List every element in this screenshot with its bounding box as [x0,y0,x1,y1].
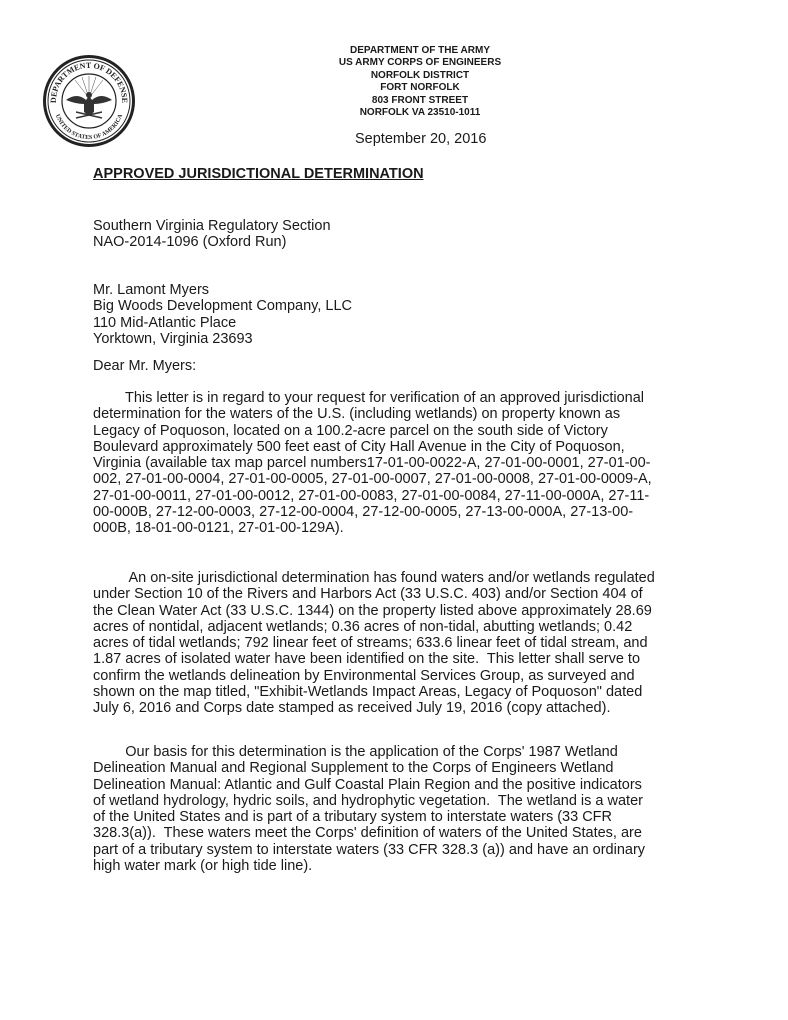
case-number: NAO-2014-1096 (Oxford Run) [93,234,287,251]
paragraph-line: shown on the map titled, "Exhibit-Wetlands Impact Areas, Legacy of Poquoson" dated [93,684,643,701]
paragraph-line: of the United States and is part of a tributary system to interstate waters (33 CFR [93,809,613,826]
letterhead-line: NORFOLK VA 23510-1011 [359,107,481,119]
paragraph-line: An on-site jurisdictional determination has found waters and/or wetlands regulated [93,570,655,586]
address-line: Yorktown, Virginia 23693 [93,330,253,347]
paragraph-line: This letter is in regard to your request for verification of an approved jurisdictional [93,390,644,406]
paragraph-line: 27-01-00-0011, 27-01-00-0012, 27-01-00-0083, 27-01-00-0084, 27-11-00-000A, 27-11- [93,487,650,504]
svg-text:DEPARTMENT OF DEFENSE: DEPARTMENT OF DEFENSE [48,60,130,104]
paragraph-2 [93,570,655,717]
svg-text:UNITED STATES OF AMERICA: UNITED STATES OF AMERICA [53,113,125,142]
address-line: Big Woods Development Company, LLC [93,298,352,315]
address-line: Mr. Lamont Myers [93,282,210,298]
reference-block [93,218,331,251]
paragraph-line: under Section 10 of the Rivers and Harbors Act (33 U.S.C. 403) and/or Section 404 of [93,586,643,603]
paragraph-line: confirm the wetlands delineation by Environmental Services Group, as surveyed and [93,667,635,684]
salutation: Dear Mr. Myers: [93,358,197,374]
paragraph-line: July 6, 2016 and Corps date stamped as received July 19, 2016 (copy attached). [93,700,611,717]
letterhead-line: US ARMY CORPS OF ENGINEERS [338,57,502,69]
paragraph-line: high water mark (or high tide line). [93,858,313,875]
letterhead-line: DEPARTMENT OF THE ARMY [350,45,490,56]
paragraph-line: 00-000B, 27-12-00-0003, 27-12-00-0004, 27-12-00-0005, 27-13-00-000A, 27-13-00- [93,504,634,521]
paragraph-line: 002, 27-01-00-0004, 27-01-00-0005, 27-01-00-0007, 27-01-00-0008, 27-01-00-0009-A, [93,471,652,488]
department-of-defense-seal [42,54,136,148]
paragraph-3 [93,744,645,874]
paragraph-line: the Clean Water Act (33 U.S.C. 1344) on the property listed above approximately 28.69 [93,602,652,619]
paragraph-line: of wetland hydrology, hydric soils, and hydrophytic vegetation. The wetland is a water [93,792,643,809]
document-title: APPROVED JURISDICTIONAL DETERMINATION [93,166,424,182]
paragraph-line: Delineation Manual: Atlantic and Gulf Coastal Plain Region and the positive indicators [93,776,642,793]
letterhead [300,45,540,119]
paragraph-line: determination for the waters of the U.S. (including wetlands) on property known as [93,406,621,423]
paragraph-line: acres of nontidal, adjacent wetlands; 0.36 acres of non-tidal, abutting wetlands; 0.42 [93,618,633,635]
paragraph-1 [93,390,652,537]
paragraph-line: Boulevard approximately 500 feet east of City Hall Avenue in the City of Poquoson, [93,438,625,455]
paragraph-line: 1.87 acres of isolated water have been identified on the site. This letter shall serve to [93,651,641,668]
letterhead-line: NORFOLK DISTRICT [370,69,470,81]
paragraph-line: Virginia (available tax map parcel numbers17-01-00-0022-A, 27-01-00-0001, 27-01-00- [93,455,651,472]
recipient-address [93,282,352,347]
letter-date: September 20, 2016 [355,131,487,147]
paragraph-line: Our basis for this determination is the application of the Corps' 1987 Wetland [93,744,618,760]
section-name: Southern Virginia Regulatory Section [93,218,331,234]
paragraph-line: part of a tributary system to interstate waters (33 CFR 328.3 (a)) and have an ordinary [93,841,646,858]
paragraph-line: 000B, 18-01-00-0121, 27-01-00-129A). [93,520,344,537]
paragraph-line: acres of tidal wetlands; 792 linear feet of streams; 633.6 linear feet of tidal stream, and [93,635,648,652]
paragraph-line: Delineation Manual and Regional Supplement to the Corps of Engineers Wetland [93,760,614,777]
paragraph-line: Legacy of Poquoson, located on a 100.2-acre parcel on the south side of Victory [93,422,608,439]
letterhead-line: 803 FRONT STREET [371,94,469,106]
address-line: 110 Mid-Atlantic Place [93,314,237,331]
paragraph-line: 328.3(a)). These waters meet the Corps' definition of waters of the United States, are [93,825,642,842]
letterhead-line: FORT NORFOLK [380,82,460,94]
